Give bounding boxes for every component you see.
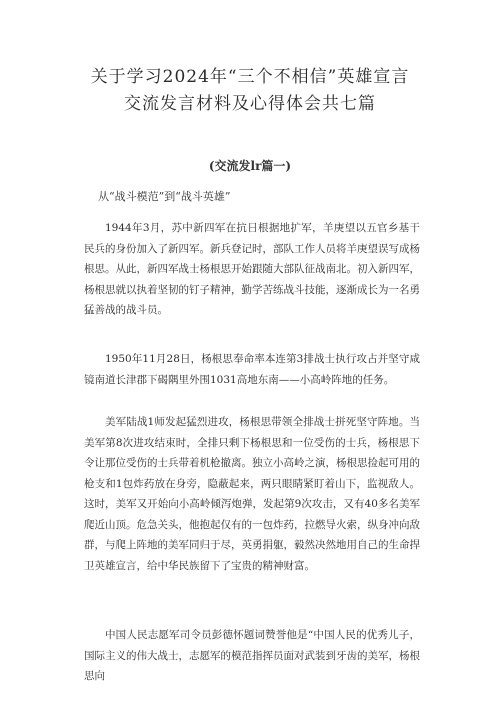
document-title-line-2: 交流发言材料及心得体会共七篇 (124, 94, 376, 114)
document-title-line-1: 关于学习2024年“三个不相信”英雄宣言 (90, 67, 410, 87)
paragraph-1: 1944年3月，苏中新四军在抗日根据地扩军，羊庚望以五官乡基干民兵的身份加入了新四军。新兵登记时，部队工作人员将羊庚望误写成杨根思。从此，新四军战士杨根思开始跟随大部队征战南北。初入新四军，杨根思就以执着坚韧的钉子精神，勤学苦练战斗技能，逐渐成长为一名勇猛善战的战斗员。 (84, 222, 420, 316)
subheading: 从“战斗模范”到“战斗英雄” (98, 190, 231, 203)
paragraph-4: 中国人民志愿军司令员彭德怀题词赞誉他是“中国人民的优秀儿子，国际主义的伟大战士，志愿军的模范指挥员面对武装到牙齿的美军，杨根思向 (84, 629, 420, 682)
paragraph-2: 1950年11月28日，杨根思奉命率本连第3排战士执行攻占并坚守咸镜南道长津郡下碣隅里外围1031高地东南——小高岭阵地的任务。 (84, 353, 420, 386)
paragraph-3: 美军陆战1师发起猛烈进攻，杨根思带领全排战士拼死坚守阵地。当美军第8次进攻结束时，全排只剩下杨根思和一位受伤的士兵，杨根思下令让那位受伤的士兵带着机枪撤离。独立小高岭之演，杨根思捡起可用的枪支和1包炸药放在身旁，隐蔽起来，两只眼睛紧盯着山下，监视敌人。这时，美军又开始向小高岭倾泻炮弹，发起第9次攻击，又有40多名美军爬近山顶。危急关头，他抱起仅有的一包炸药，拉燃导火索，纵身冲向敌群，与爬上阵地的美军同归于尽，英勇捐躯，毅然决然地用自己的生命捍卫英雄宣言，给中华民族留下了宝贵的精神财富。 (84, 416, 420, 572)
section-heading: (交流发lr篇一) (208, 159, 292, 173)
